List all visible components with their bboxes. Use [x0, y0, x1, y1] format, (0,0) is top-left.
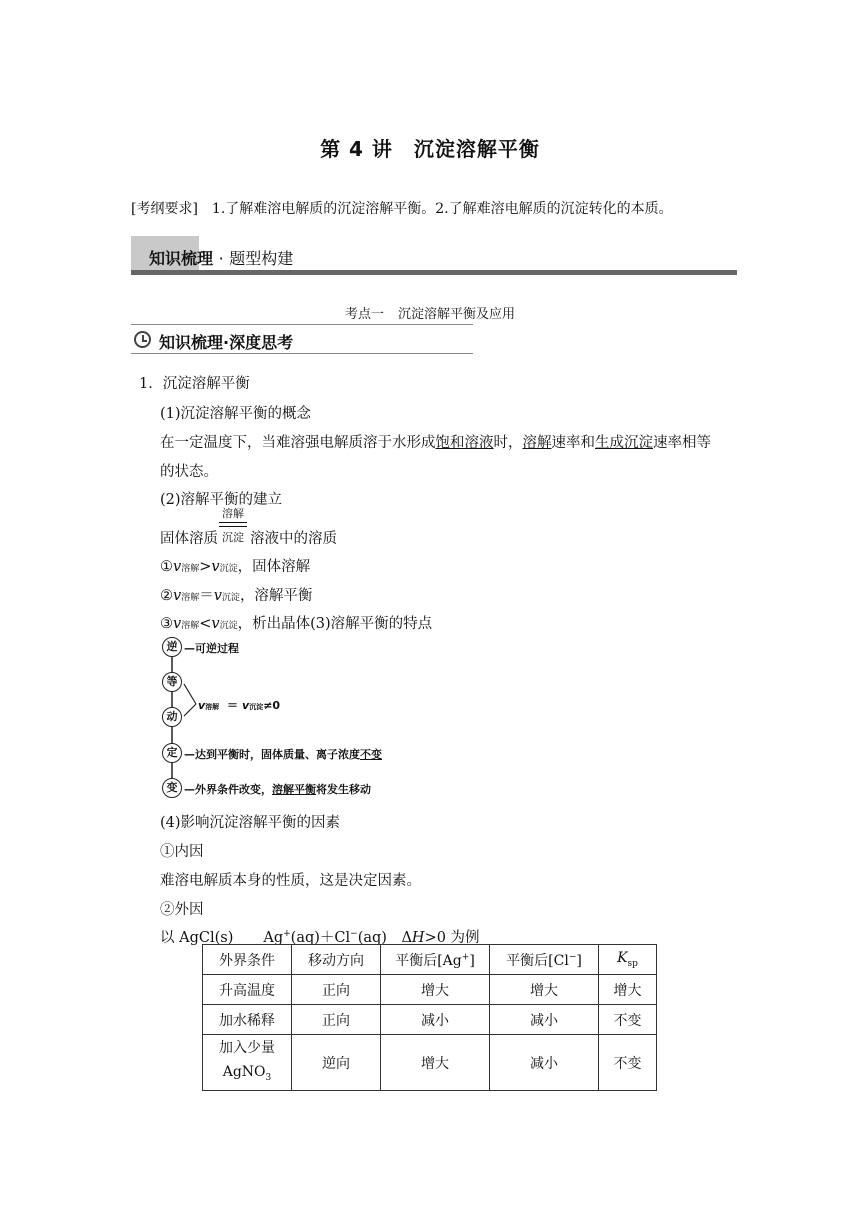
band-dot: · [218, 249, 224, 268]
char-ding: 定 [162, 743, 182, 763]
underlined-term: 生成沉淀 [595, 435, 653, 451]
heading-1-4: (4)影响沉淀溶解平衡的因素 [160, 815, 341, 831]
table-header-cell: 移动方向 [292, 945, 381, 975]
heading-1: 1．沉淀溶解平衡 [139, 376, 250, 392]
paragraph-line: 的状态。 [160, 464, 218, 480]
paragraph-line: 在一定温度下，当难溶强电解质溶于水形成饱和溶液时，溶解速率和生成沉淀速率相等 [160, 435, 711, 451]
arrow-label-top: 溶解 [222, 507, 244, 520]
kaodian-label: 考点一 [345, 307, 385, 322]
diagram-lines [160, 636, 460, 802]
char-bian: 变 [162, 778, 182, 798]
section-band [131, 236, 737, 276]
heading-1-1: (1)沉淀溶解平衡的概念 [160, 406, 312, 422]
band-title [149, 246, 293, 269]
text-ni: —可逆过程 [184, 642, 239, 655]
band-main: 知识梳理 [149, 249, 214, 268]
kaodian-heading [0, 303, 860, 322]
table-row: 加入少量 AgNO$_3$ 逆向 增大 减小 不变 [203, 1035, 657, 1091]
kaodian-title: 沉淀溶解平衡及应用 [398, 307, 516, 322]
establishment-line: 固体溶质 溶液中的溶质 [160, 531, 337, 547]
char-deng: 等 [162, 672, 182, 692]
condition-3: ③v溶解<v沉淀，析出晶体(3)溶解平衡的特点 [160, 616, 433, 632]
clock-icon [134, 331, 151, 348]
text-deng-dong: v溶解 ＝ v沉淀≠0 [198, 699, 281, 712]
syllabus-requirement: [考纲要求] 1.了解难溶电解质的沉淀溶解平衡。2.了解难溶电解质的沉淀转化的本质。 [131, 201, 673, 217]
subsection-header [131, 324, 473, 354]
underlined-term: 饱和溶液 [435, 435, 494, 451]
subsection-title: 知识梳理·深度思考 [159, 333, 294, 352]
underlined-term: 溶解 [522, 435, 552, 451]
heading-1-2: (2)溶解平衡的建立 [160, 492, 283, 508]
table-header-cell: 平衡后[Cl−] [490, 945, 599, 975]
table-row: 升高温度 正向 增大 增大 增大 [203, 975, 657, 1005]
table-header-cell: 平衡后[Ag+] [381, 945, 490, 975]
band-bar [131, 270, 737, 275]
external-cause: ②外因 [160, 902, 204, 918]
table-header-row [203, 945, 657, 975]
factor-table [202, 944, 657, 1091]
table-row: 加水稀释 正向 减小 减小 不变 [203, 1005, 657, 1035]
arrow-label-bottom: 沉淀 [222, 531, 244, 544]
table-header-cell: $K_{sp}$ [599, 945, 657, 975]
condition-2: ②v溶解＝v沉淀，溶解平衡 [160, 588, 313, 604]
text-bian: —外界条件改变，溶解平衡将发生移动 [184, 783, 371, 796]
equilibrium-features-diagram [160, 636, 460, 802]
text-ding: —达到平衡时，固体质量、离子浓度不变 [184, 748, 382, 761]
table-header-cell: 外界条件 [203, 945, 292, 975]
char-ni: 逆 [162, 637, 182, 657]
condition-1: ①v溶解>v沉淀，固体溶解 [160, 559, 311, 575]
page-title: 第 4 讲 沉淀溶解平衡 [320, 137, 540, 161]
char-dong: 动 [162, 707, 182, 727]
internal-cause-text: 难溶电解质本身的性质，这是决定因素。 [160, 873, 421, 889]
internal-cause: ①内因 [160, 844, 204, 860]
example-equation: 以 AgCl(s) Ag+(aq)＋Cl−(aq) ΔH>0 为例 [160, 929, 480, 946]
band-sub: 题型构建 [229, 249, 294, 268]
